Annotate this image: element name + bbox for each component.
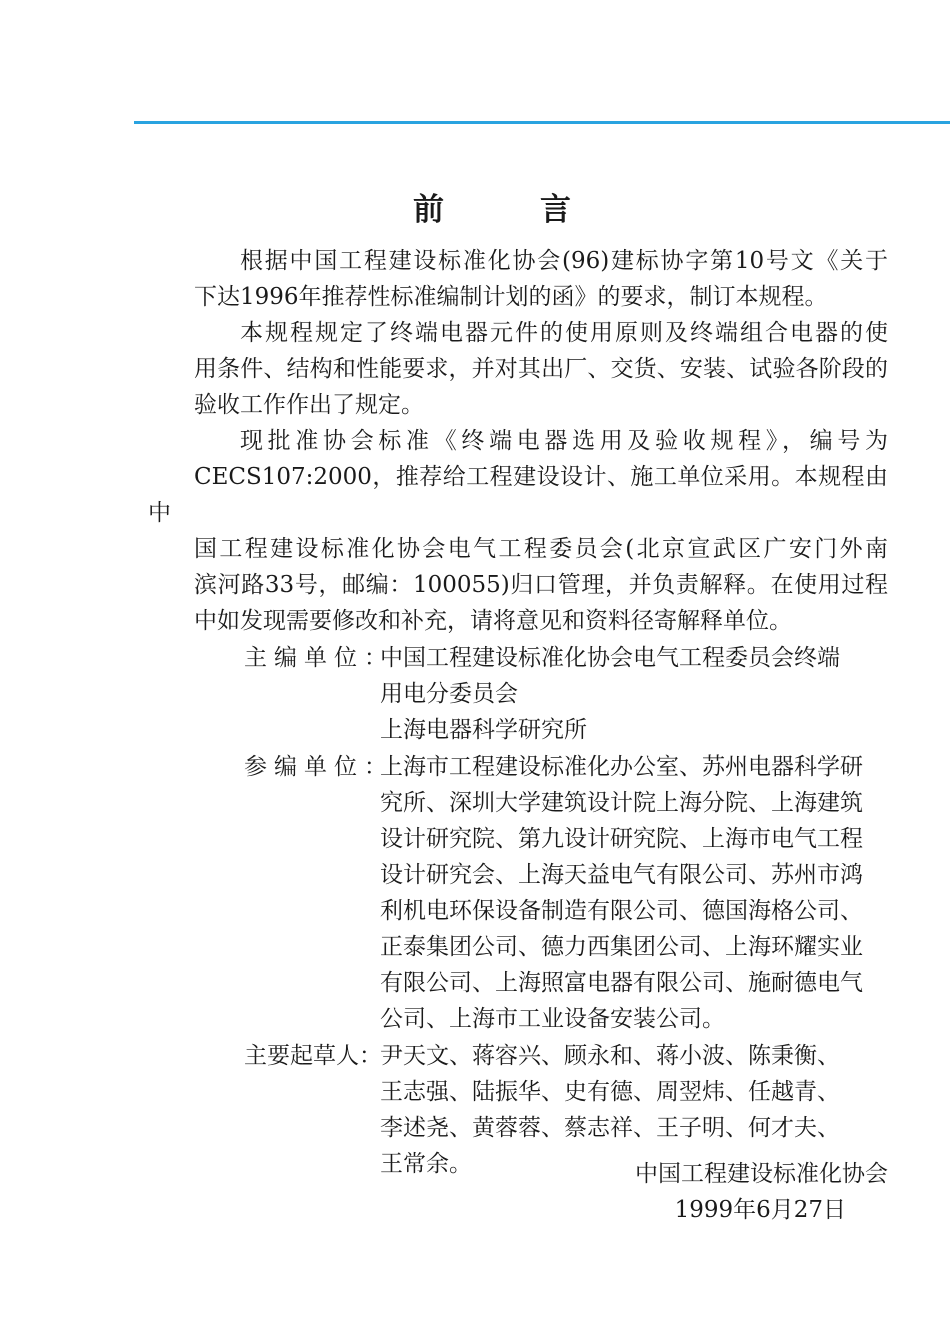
drafters-line: 王常余。 [380,1151,472,1177]
text-line: CECS107:2000，推荐给工程建设设计、施工单位采用。本规程由中 [148,464,888,526]
text-line: 滨河路33号，邮编：100055)归口管理，并负责解释。在使用过程 [194,572,888,598]
paragraph-1 [194,243,888,315]
participants-line: 设计研究会、上海天益电气有限公司、苏州市鸿 [380,862,863,888]
participants-block [244,749,888,1037]
participants-line: 有限公司、上海照富电器有限公司、施耐德电气 [380,970,863,996]
drafters-line: 李述尧、黄蓉蓉、蔡志祥、王子明、何才夫、 [380,1115,840,1141]
page-title: 前言 [413,192,667,228]
drafters-label: 主要起草人： [244,1043,382,1069]
participants-label: 参编单位： [244,754,394,780]
text-line: 根据中国工程建设标准化协会(96)建标协字第10号文《关于 [240,248,888,274]
text-line: 验收工作作出了规定。 [194,392,424,418]
drafters-line: 王志强、陆振华、史有德、周翌炜、任越青、 [380,1079,840,1105]
text-line: 用条件、结构和性能要求，并对其出厂、交货、安装、试验各阶段的 [194,356,888,382]
paragraph-3 [148,423,888,639]
signature-organization: 中国工程建设标准化协会 [635,1161,888,1187]
text-line: 现批准协会标准《终端电器选用及验收规程》，编号为 [240,428,888,454]
text-line: 国工程建设标准化协会电气工程委员会(北京宣武区广安门外南 [194,536,888,562]
chief-editor-block [244,640,888,748]
paragraph-2 [194,315,888,423]
chief-editor-line: 用电分委员会 [380,681,518,707]
participants-line: 究所、深圳大学建筑设计院上海分院、上海建筑 [380,790,863,816]
header-rule [134,121,950,124]
participants-line: 上海市工程建设标准化办公室、苏州电器科学研 [380,754,863,780]
preface-body [148,243,888,1182]
participants-line: 设计研究院、第九设计研究院、上海市电气工程 [380,826,863,852]
participants-line: 公司、上海市工业设备安装公司。 [380,1006,725,1032]
participants-line: 利机电环保设备制造有限公司、德国海格公司、 [380,898,863,924]
text-line: 中如发现需要修改和补充，请将意见和资料径寄解释单位。 [194,608,792,634]
chief-editor-line: 中国工程建设标准化协会电气工程委员会终端 [380,645,840,671]
chief-editor-line: 上海电器科学研究所 [380,717,587,743]
text-line: 本规程规定了终端电器元件的使用原则及终端组合电器的使 [240,320,888,346]
participants-line: 正泰集团公司、德力西集团公司、上海环耀实业 [380,934,863,960]
signature-date: 1999年6月27日 [674,1197,846,1223]
drafters-line: 尹天文、蒋容兴、顾永和、蒋小波、陈秉衡、 [380,1043,840,1069]
text-line: 下达1996年推荐性标准编制计划的函》的要求，制订本规程。 [194,284,828,310]
chief-editor-label: 主编单位： [244,645,394,671]
